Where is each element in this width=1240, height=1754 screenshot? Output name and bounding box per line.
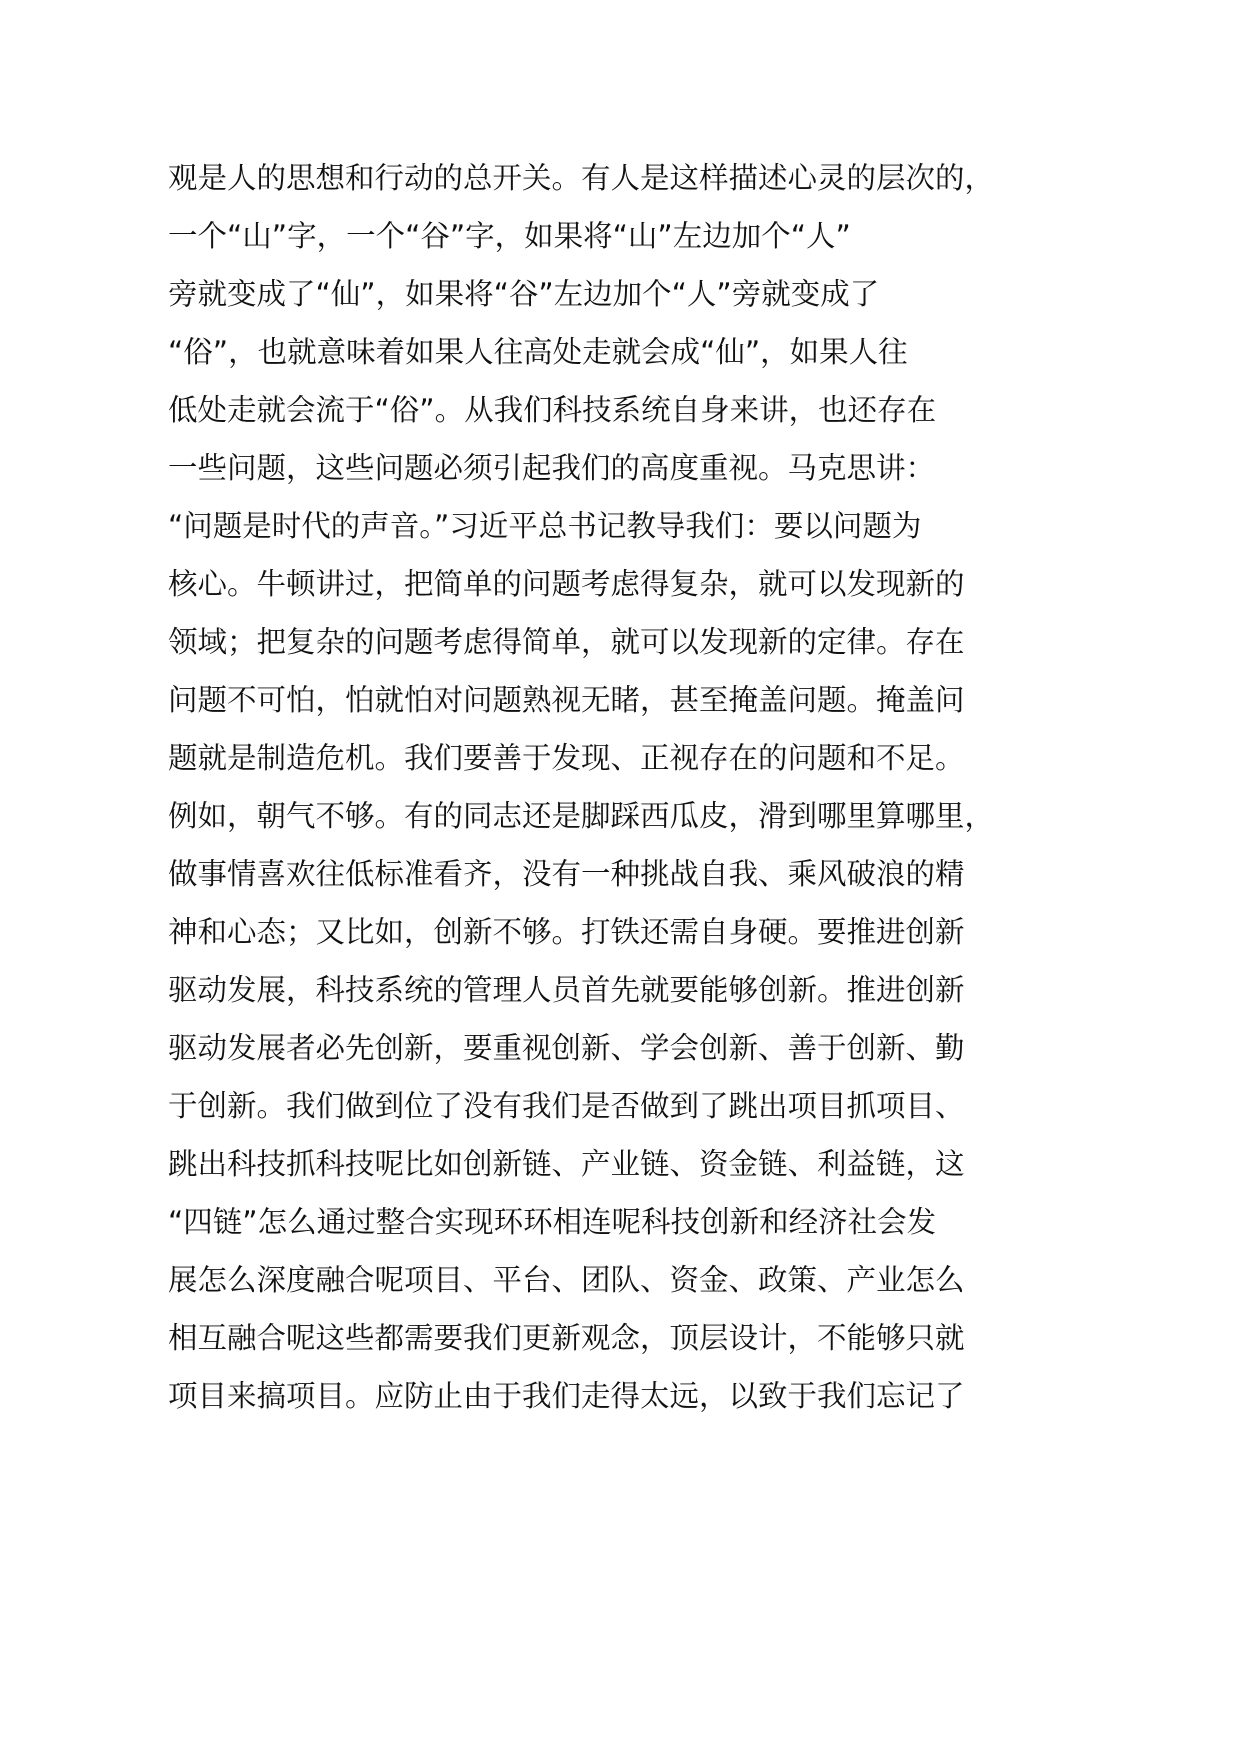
text-line: “俗”，也就意味着如果人往高处走就会成“仙”，如果人往 [168,335,908,369]
text-line: 领域；把复杂的问题考虑得简单，就可以发现新的定律。存在 [168,625,965,659]
body-paragraph [168,149,1168,1425]
text-line: 做事情喜欢往低标准看齐，没有一种挑战自我、乘风破浪的精 [168,857,965,891]
text-line: 于创新。我们做到位了没有我们是否做到了跳出项目抓项目、 [168,1089,965,1123]
text-line: 低处走就会流于“俗”。从我们科技系统自身来讲，也还存在 [168,393,937,427]
text-line: “问题是时代的声音。”习近平总书记教导我们：要以问题为 [168,509,922,543]
text-line: 驱动发展，科技系统的管理人员首先就要能够创新。推进创新 [168,973,965,1007]
text-line: 项目来搞项目。应防止由于我们走得太远，以致于我们忘记了 [168,1379,965,1413]
text-line: 相互融合呢这些都需要我们更新观念，顶层设计，不能够只就 [168,1321,965,1355]
text-line: “四链”怎么通过整合实现环环相连呢科技创新和经济社会发 [168,1205,937,1239]
text-line: 问题不可怕，怕就怕对问题熟视无睹，甚至掩盖问题。掩盖问 [168,683,965,717]
text-line: 一个“山”字，一个“谷”字，如果将“山”左边加个“人” [168,219,851,253]
text-line: 神和心态；又比如，创新不够。打铁还需自身硬。要推进创新 [168,915,965,949]
text-line: 展怎么深度融合呢项目、平台、团队、资金、政策、产业怎么 [168,1263,965,1297]
text-line: 例如，朝气不够。有的同志还是脚踩西瓜皮，滑到哪里算哪里， [168,799,995,833]
text-line: 题就是制造危机。我们要善于发现、正视存在的问题和不足。 [168,741,965,775]
text-line: 旁就变成了“仙”，如果将“谷”左边加个“人”旁就变成了 [168,277,880,311]
text-line: 跳出科技抓科技呢比如创新链、产业链、资金链、利益链，这 [168,1147,965,1181]
text-line: 一些问题，这些问题必须引起我们的高度重视。马克思讲： [168,451,936,485]
text-line: 观是人的思想和行动的总开关。有人是这样描述心灵的层次的， [168,161,995,195]
text-line: 核心。牛顿讲过，把简单的问题考虑得复杂，就可以发现新的 [168,567,965,601]
text-line: 驱动发展者必先创新，要重视创新、学会创新、善于创新、勤 [168,1031,965,1065]
